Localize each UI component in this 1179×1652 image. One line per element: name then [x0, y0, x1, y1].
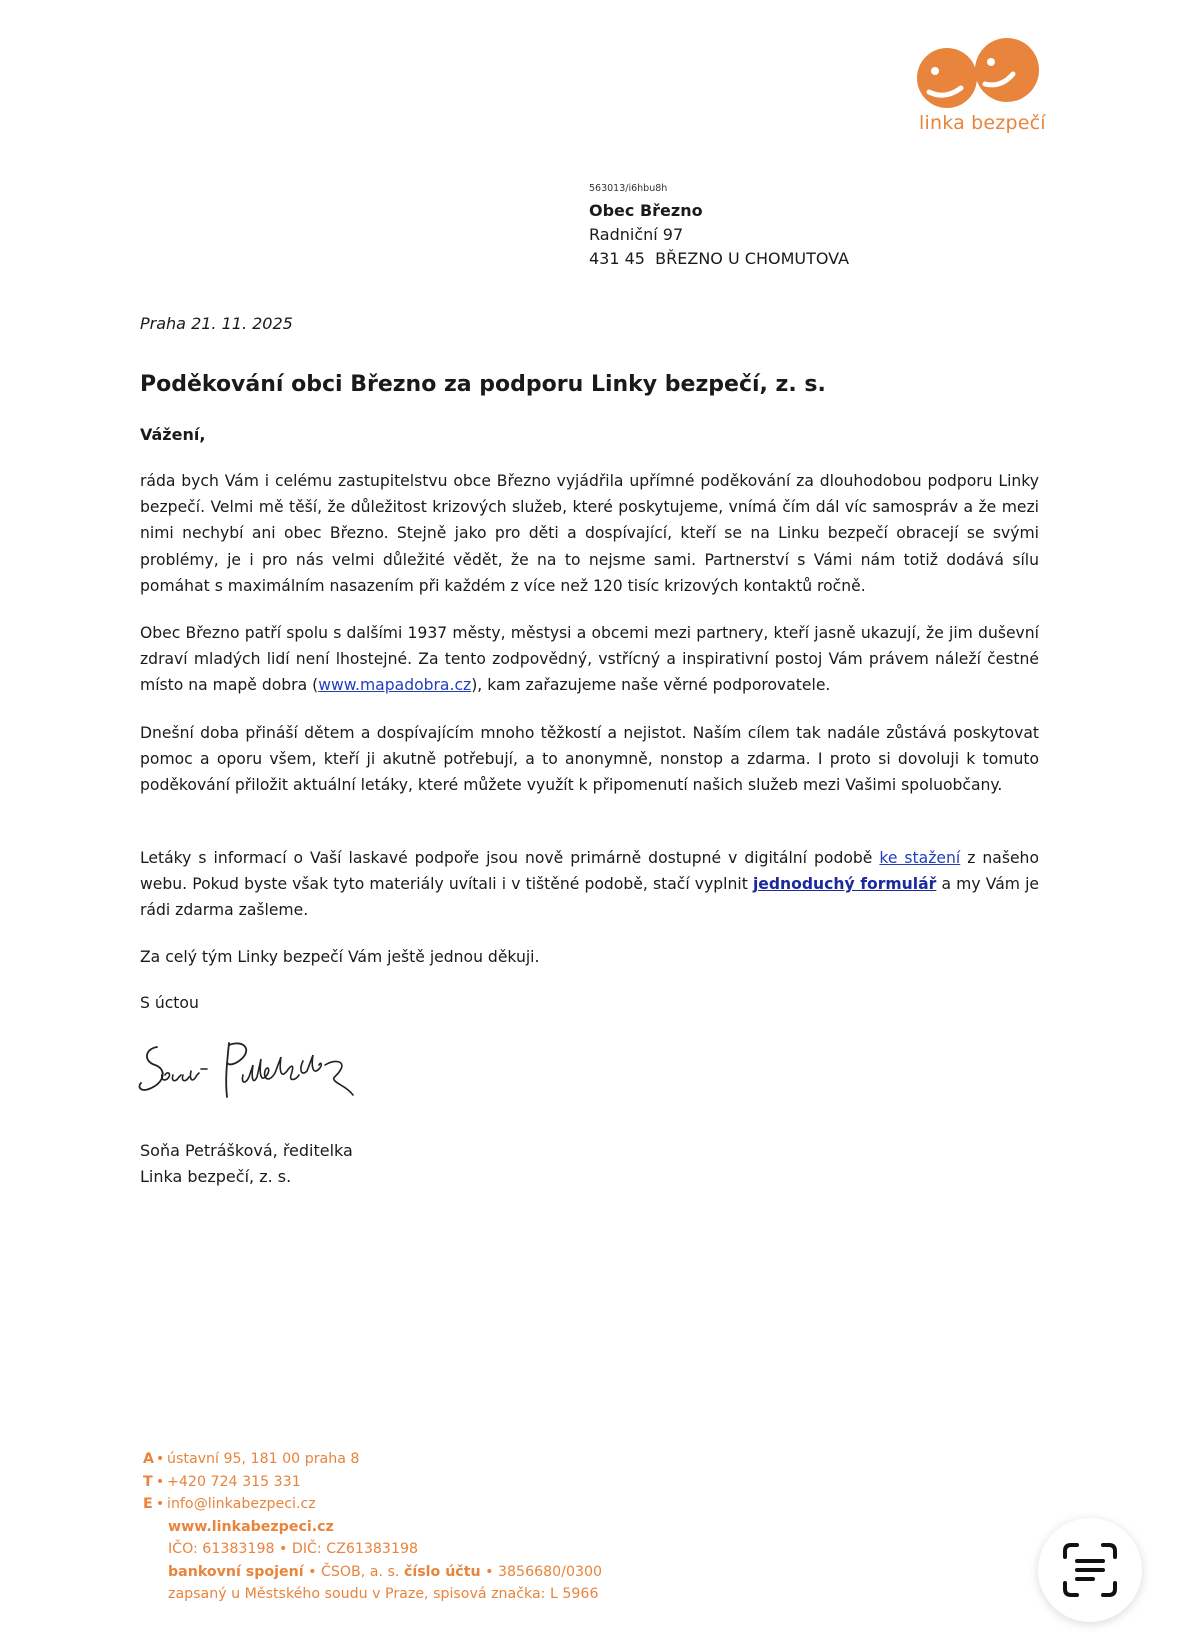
footer-ico: IČO: 61383198 • DIČ: CZ61383198	[168, 1541, 419, 1557]
mapadobra-link[interactable]: www.mapadobra.cz	[318, 676, 472, 695]
footer-phone: +420 724 315 331	[167, 1473, 301, 1490]
signature-icon	[135, 1035, 375, 1115]
recipient-street: Radniční 97	[589, 225, 684, 244]
signer-organization: Linka bezpečí, z. s.	[140, 1167, 292, 1186]
footer-web-text: www.linkabezpeci.cz	[168, 1518, 334, 1535]
footer-account: • 3856680/0300	[480, 1563, 603, 1580]
paragraph-4-text-c: a my Vám je rádi zdarma zašleme.	[140, 875, 1039, 920]
signer-block	[140, 1138, 353, 1190]
letter-date: Praha 21. 11. 2025	[140, 314, 293, 333]
footer-account-label: číslo účtu	[403, 1563, 481, 1580]
form-link[interactable]: jednoduchý formulář	[752, 875, 937, 894]
footer-bullet: •	[155, 1451, 165, 1467]
footer-address: ústavní 95, 181 00 praha 8	[167, 1451, 360, 1467]
closing: S úctou	[140, 994, 199, 1012]
footer-email-label: E	[143, 1496, 153, 1512]
footer-bullet: •	[155, 1473, 165, 1490]
footer-phone-label: T	[143, 1473, 153, 1490]
footer-phone-row	[143, 1471, 602, 1494]
footer-bank-label: bankovní spojení	[168, 1563, 304, 1580]
paragraph-2-text-a: Obec Březno patří spolu s dalšími 1937 městy, městysi a obcemi mezi partnery, kteří jasně ukazují, že jim duševní zdraví mladých lidí není lhostejné. Za tento zodpovědný, vstřícný a inspirativní postoj Vám právem náleží čestné místo na mapě dobra (	[140, 624, 1039, 695]
footer-email-row	[143, 1493, 602, 1516]
recipient-name: Obec Březno	[589, 201, 703, 220]
paragraph-4	[140, 845, 1039, 924]
paragraph-1: ráda bych Vám i celému zastupitelstvu obce Březno vyjádřila upřímné poděkování za dlouhodobou podporu Linky bezpečí. Velmi mě těší, že důležitost krizových služeb, které poskytujeme, vnímá čím dál víc samospráv a že mezi nimi nechybí ani obec Březno. Stejně jako pro děti a dospívající, kteří se na Linku bezpečí obracejí se svými problémy, je i pro nás velmi důležité vědět, že na to nejsme sami. Partnerství s Vámi nám totiž dodává sílu pomáhat s maximálním nasazením při každém z více než 120 tisíc krizových kontaktů ročně.	[140, 472, 1039, 595]
text-scan-icon	[1061, 1541, 1119, 1599]
paragraph-4-text-b: z našeho webu. Pokud byste však tyto materiály uvítali i v tištěné podobě, stačí vyplnit	[140, 849, 1039, 894]
paragraph-3: Dnešní doba přináší dětem a dospívajícím mnoho těžkostí a nejistot. Naším cílem tak nadále zůstává poskytovat pomoc a oporu všem, kteří ji akutně potřebují, a to anonymně, nonstop a zdarma. I proto si dovoluji k tomuto poděkování přiložit aktuální letáky, které můžete využít k připomenutí našich služeb mezi Vašimi spoluobčany.	[140, 724, 1039, 795]
letter-reference: 563013/i6hbu8h	[589, 183, 668, 194]
paragraph-2	[140, 620, 1039, 699]
footer-address-row	[143, 1448, 602, 1471]
recipient-address	[589, 199, 849, 271]
footer-email: info@linkabezpeci.cz	[167, 1496, 316, 1512]
footer-bank-name: • ČSOB, a. s.	[303, 1563, 404, 1580]
letter-title: Poděkování obci Březno za podporu Linky bezpečí, z. s.	[140, 372, 826, 397]
signature	[135, 1035, 375, 1115]
footer-address-label: A	[143, 1451, 154, 1467]
linka-bezpeci-logo	[915, 36, 1045, 141]
paragraph-5: Za celý tým Linky bezpečí Vám ještě jednou děkuji.	[140, 948, 540, 966]
footer-registry: zapsaný u Městského soudu v Praze, spisová značka: L 5966	[168, 1586, 599, 1602]
signer-name: Soňa Petrášková, ředitelka	[140, 1141, 353, 1160]
paragraph-2-text-b: ), kam zařazujeme naše věrné podporovatele.	[471, 676, 831, 695]
logo-text: linka bezpečí	[919, 112, 1046, 134]
scan-text-button[interactable]	[1038, 1518, 1142, 1622]
paragraph-4-text-a: Letáky s informací o Vaší laskavé podpoře jsou nově primárně dostupné v digitální podobě	[140, 849, 880, 867]
logo-faces-icon	[915, 36, 1045, 111]
footer-bullet: •	[155, 1496, 165, 1512]
recipient-city: 431 45 BŘEZNO U CHOMUTOVA	[589, 249, 850, 268]
footer	[143, 1448, 602, 1606]
footer-bank-row	[143, 1561, 602, 1584]
salutation: Vážení,	[140, 425, 206, 444]
footer-web	[143, 1516, 602, 1539]
download-link[interactable]: ke stažení	[879, 849, 961, 867]
